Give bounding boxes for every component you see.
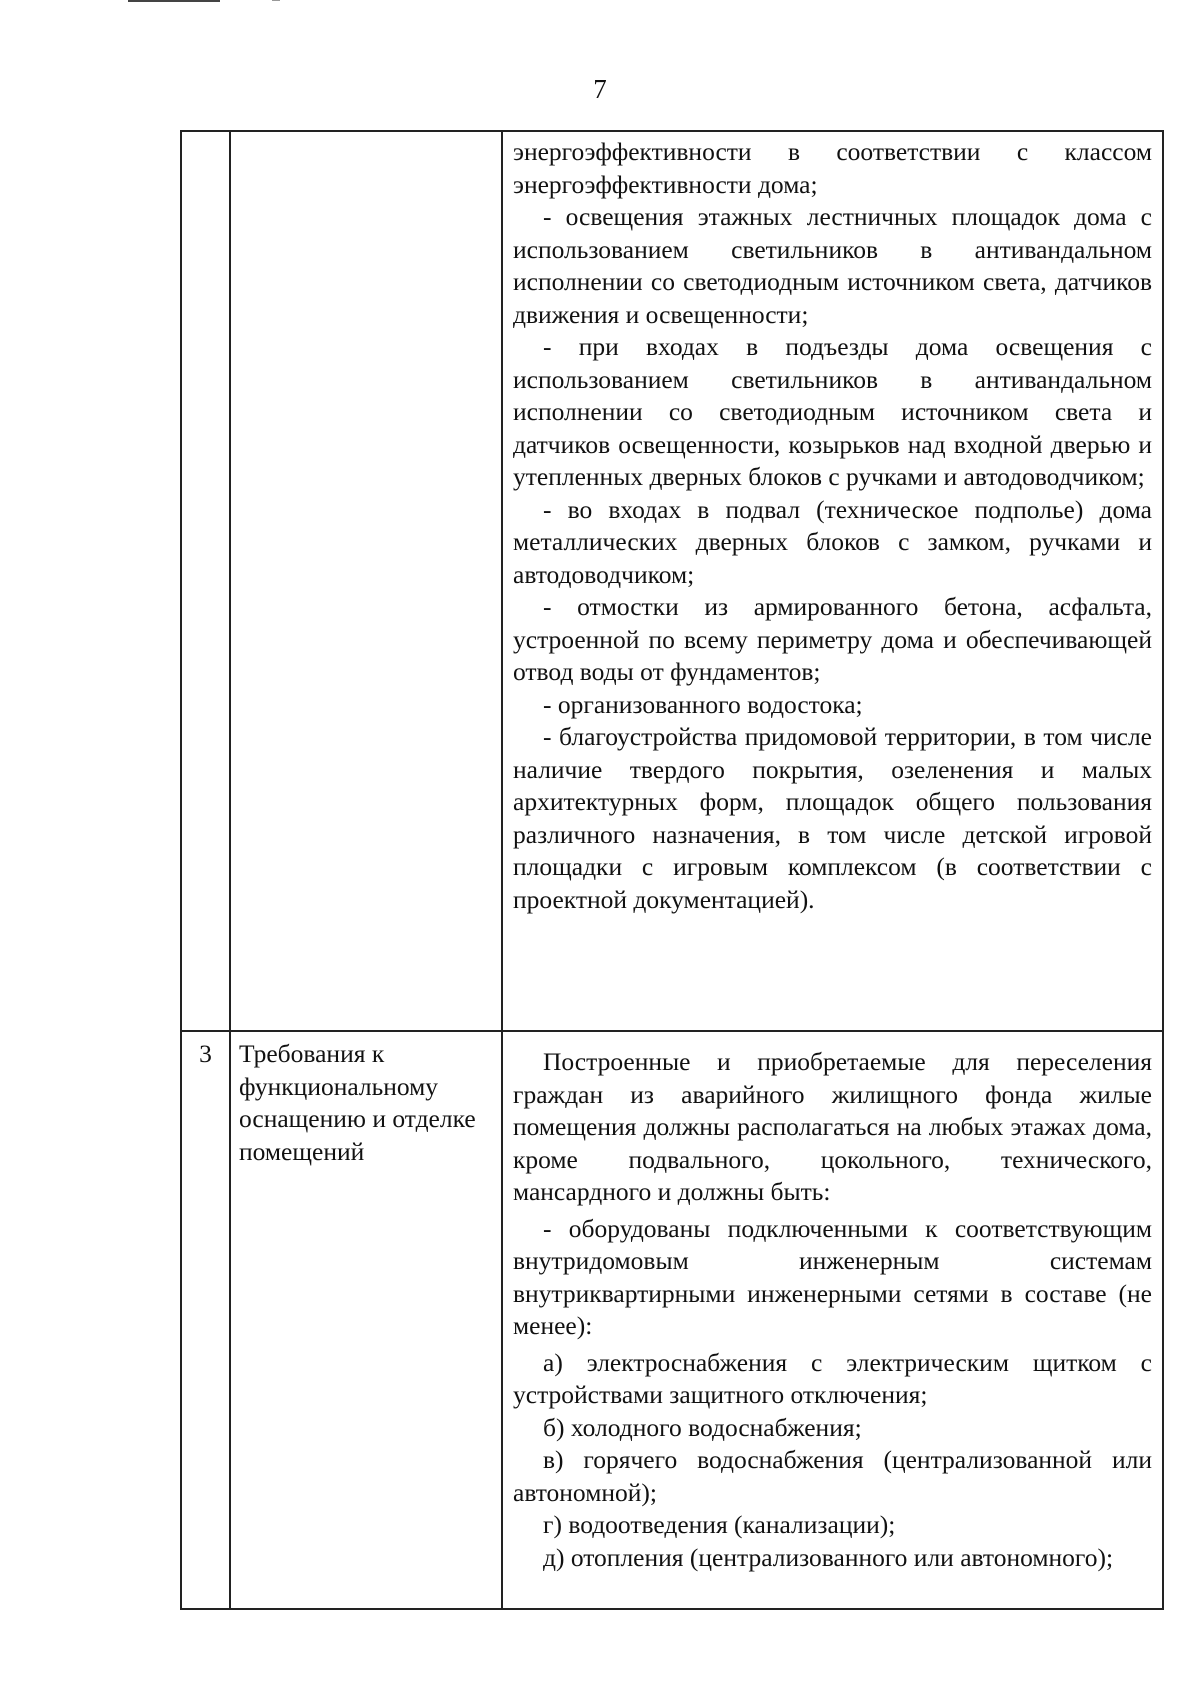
table-row: [181, 131, 1163, 1031]
list-item: а) электроснабжения с электрическим щитком с устройствами защитного отключения;: [513, 1347, 1152, 1409]
content-cell: [502, 1031, 1163, 1609]
list-item: - отмостки из армированного бетона, асфальта, устроенной по всему периметру дома и обеспечивающей отвод воды от фундаментов;: [513, 592, 1152, 686]
list-item: - организованного водостока;: [543, 689, 863, 719]
content-cell: [502, 131, 1163, 1031]
scan-artifact-line: [128, 0, 220, 2]
paragraph: энергоэффективности в соответствии с классом энергоэффективности дома;: [513, 137, 1152, 199]
requirement-cell: Требования к функциональному оснащению и отделке помещений: [230, 1031, 502, 1609]
page-number: 7: [593, 74, 607, 104]
list-item: б) холодного водоснабжения;: [543, 1412, 862, 1442]
paragraph: Построенные и приобретаемые для переселения граждан из аварийного жилищного фонда жилые помещения должны располагаться на любых этажах дома, кроме подвального, цокольного, технического, мансардного и должны быть:: [513, 1047, 1152, 1206]
scan-artifact-dot: [272, 0, 280, 1]
list-item: - при входах в подъезды дома освещения с использованием светильников в антивандальном исполнении со светодиодным источником света и датчиков освещенности, козырьков над входной дверью и утепленных дверных блоков с ручками и автодоводчиком;: [513, 332, 1152, 491]
list-item: в) горячего водоснабжения (централизованной или автономной);: [513, 1445, 1152, 1507]
list-item: г) водоотведения (канализации);: [543, 1510, 896, 1539]
row-number-cell: [181, 131, 230, 1031]
list-item: д) отопления (централизованного или автономного);: [543, 1542, 1114, 1572]
requirement-cell: [230, 131, 502, 1031]
row-number-cell: 3: [181, 1031, 230, 1609]
list-item: - освещения этажных лестничных площадок дома с использованием светильников в антивандальном исполнении со светодиодным источником света, датчиков движения и освещенности;: [513, 202, 1152, 329]
table-row: [181, 1031, 1163, 1609]
requirements-table: [180, 130, 1164, 1610]
list-item: - во входах в подвал (техническое подполье) дома металлических дверных блоков с замком, ручками и автодоводчиком;: [513, 494, 1152, 589]
list-item: - благоустройства придомовой территории, в том числе наличие твердого покрытия, озеленения и малых архитектурных форм, площадок общего пользования различного назначения, в том числе детской игровой площадки с игровым комплексом (в соответствии с проектной документацией).: [513, 722, 1152, 914]
list-item: - оборудованы подключенными к соответствующим внутридомовым инженерным системам внутриквартирными инженерными сетями в составе (не менее):: [513, 1213, 1152, 1340]
